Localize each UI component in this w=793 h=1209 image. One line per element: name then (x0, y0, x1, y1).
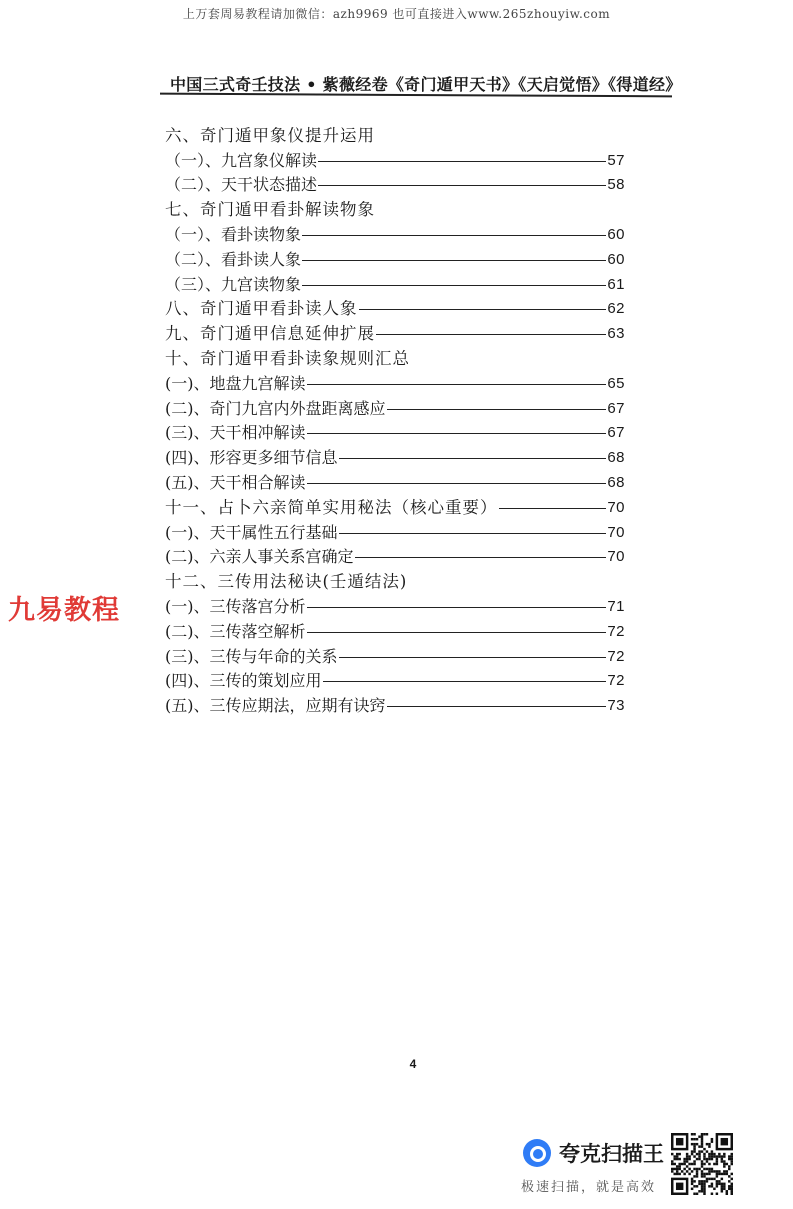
toc-entry-row (165, 245, 625, 270)
toc-page-number: 70 (607, 523, 625, 541)
brand-slogan: 极速扫描，就是高效 (521, 1180, 657, 1195)
scanner-brand (521, 1136, 671, 1196)
toc-entry-label: 八、奇门遁甲看卦读人象 (165, 299, 358, 319)
toc-leader-line (302, 235, 606, 236)
qr-code-icon (671, 1133, 733, 1195)
table-of-contents (165, 121, 625, 716)
toc-leader-line (302, 260, 606, 261)
toc-entry-row (165, 592, 625, 617)
toc-section-row (165, 567, 625, 592)
running-header: 中国三式奇壬技法 • 紫薇经卷《奇门遁甲天书》《天启觉悟》《得道经》 (170, 75, 682, 94)
toc-page-number: 60 (607, 250, 625, 268)
toc-entry-label: （三）、九宫读物象 (165, 274, 302, 294)
toc-page-number: 58 (607, 176, 625, 194)
toc-section-row (165, 344, 625, 369)
brand-name: 夸克扫描王 (559, 1142, 664, 1166)
toc-leader-line (318, 161, 606, 162)
toc-entry-label: 十一、占卜六亲简单实用秘法（核心重要） (165, 497, 498, 517)
toc-entry-label: 九、奇门遁甲信息延伸扩展 (165, 324, 375, 344)
toc-entry-row (165, 617, 625, 642)
toc-section-row (165, 319, 625, 344)
toc-page-number: 65 (607, 374, 625, 392)
toc-entry-row (165, 419, 625, 444)
toc-leader-line (307, 433, 607, 434)
toc-entry-label: （一）、九宫象仪解读 (165, 150, 318, 170)
toc-entry-label: (一)、天干属性五行基础 (165, 522, 338, 542)
toc-page-number: 62 (607, 300, 625, 318)
toc-entry-row (165, 394, 625, 419)
toc-entry-label: (二)、奇门九宫内外盘距离感应 (165, 398, 386, 418)
toc-leader-line (387, 706, 607, 707)
toc-page-number: 63 (607, 325, 625, 343)
toc-entry-row (165, 369, 625, 394)
toc-entry-row (165, 146, 625, 171)
toc-leader-line (339, 657, 607, 658)
toc-entry-label: (二)、六亲人事关系宫确定 (165, 547, 354, 567)
toc-entry-row (165, 543, 625, 568)
toc-entry-label: (二)、三传落空解析 (165, 621, 306, 641)
toc-entry-label: (三)、三传与年命的关系 (165, 646, 338, 666)
page-number: 4 (409, 1057, 417, 1071)
toc-leader-line (307, 483, 607, 484)
toc-section-row (165, 295, 625, 320)
toc-entry-label: (五)、三传应期法，应期有诀窍 (165, 696, 386, 716)
toc-entry-label: （二）、天干状态描述 (165, 175, 318, 195)
toc-entry-label: （一）、看卦读物象 (165, 224, 302, 244)
toc-entry-row (165, 691, 625, 716)
toc-page-number: 72 (607, 672, 625, 690)
toc-page-number: 67 (607, 424, 625, 442)
toc-leader-line (376, 334, 606, 335)
toc-entry-label: (一)、地盘九宫解读 (165, 373, 306, 393)
toc-entry-row (165, 220, 625, 245)
toc-entry-label: (四)、形容更多细节信息 (165, 448, 338, 468)
toc-entry-label: 十二、三传用法秘诀(壬遁结法) (165, 572, 408, 592)
watermark-text: 九易教程 (8, 595, 120, 626)
toc-entry-row (165, 443, 625, 468)
toc-leader-line (323, 681, 607, 682)
toc-page-number: 57 (607, 151, 625, 169)
toc-entry-row (165, 270, 625, 295)
toc-leader-line (339, 533, 607, 534)
toc-page-number: 70 (607, 548, 625, 566)
quark-scanner-logo-icon (523, 1139, 551, 1167)
toc-leader-line (499, 508, 607, 509)
toc-leader-line (318, 185, 606, 186)
toc-page-number: 68 (607, 473, 625, 491)
toc-entry-label: (一)、三传落宫分析 (165, 596, 306, 616)
toc-page-number: 72 (607, 622, 625, 640)
toc-entry-label: 六、奇门遁甲象仪提升运用 (165, 125, 375, 145)
toc-page-number: 72 (607, 647, 625, 665)
toc-entry-row (165, 468, 625, 493)
toc-page-number: 70 (607, 498, 625, 516)
toc-entry-row (165, 667, 625, 692)
toc-page-number: 71 (607, 597, 625, 615)
top-note: 上万套周易教程请加微信：azh9969 也可直接进入www.265zhouyiw.com (182, 7, 611, 21)
toc-section-row (165, 195, 625, 220)
toc-leader-line (307, 607, 607, 608)
toc-section-row (165, 493, 625, 518)
toc-entry-label: 七、奇门遁甲看卦解读物象 (165, 200, 375, 220)
toc-page-number: 73 (607, 697, 625, 715)
toc-entry-label: (三)、天干相冲解读 (165, 423, 306, 443)
toc-leader-line (355, 557, 607, 558)
toc-entry-label: 十、奇门遁甲看卦读象规则汇总 (165, 348, 410, 368)
toc-entry-label: （二）、看卦读人象 (165, 249, 302, 269)
toc-entry-row (165, 171, 625, 196)
toc-leader-line (307, 384, 607, 385)
toc-leader-line (307, 632, 607, 633)
toc-entry-row (165, 642, 625, 667)
toc-page-number: 67 (607, 399, 625, 417)
toc-page-number: 60 (607, 225, 625, 243)
toc-page-number: 68 (607, 449, 625, 467)
toc-section-row (165, 121, 625, 146)
toc-entry-label: (五)、天干相合解读 (165, 472, 306, 492)
toc-leader-line (387, 409, 607, 410)
toc-page-number: 61 (607, 275, 625, 293)
toc-entry-label: (四)、三传的策划应用 (165, 671, 322, 691)
toc-entry-row (165, 518, 625, 543)
toc-leader-line (302, 285, 606, 286)
toc-leader-line (339, 458, 607, 459)
toc-leader-line (359, 309, 607, 310)
